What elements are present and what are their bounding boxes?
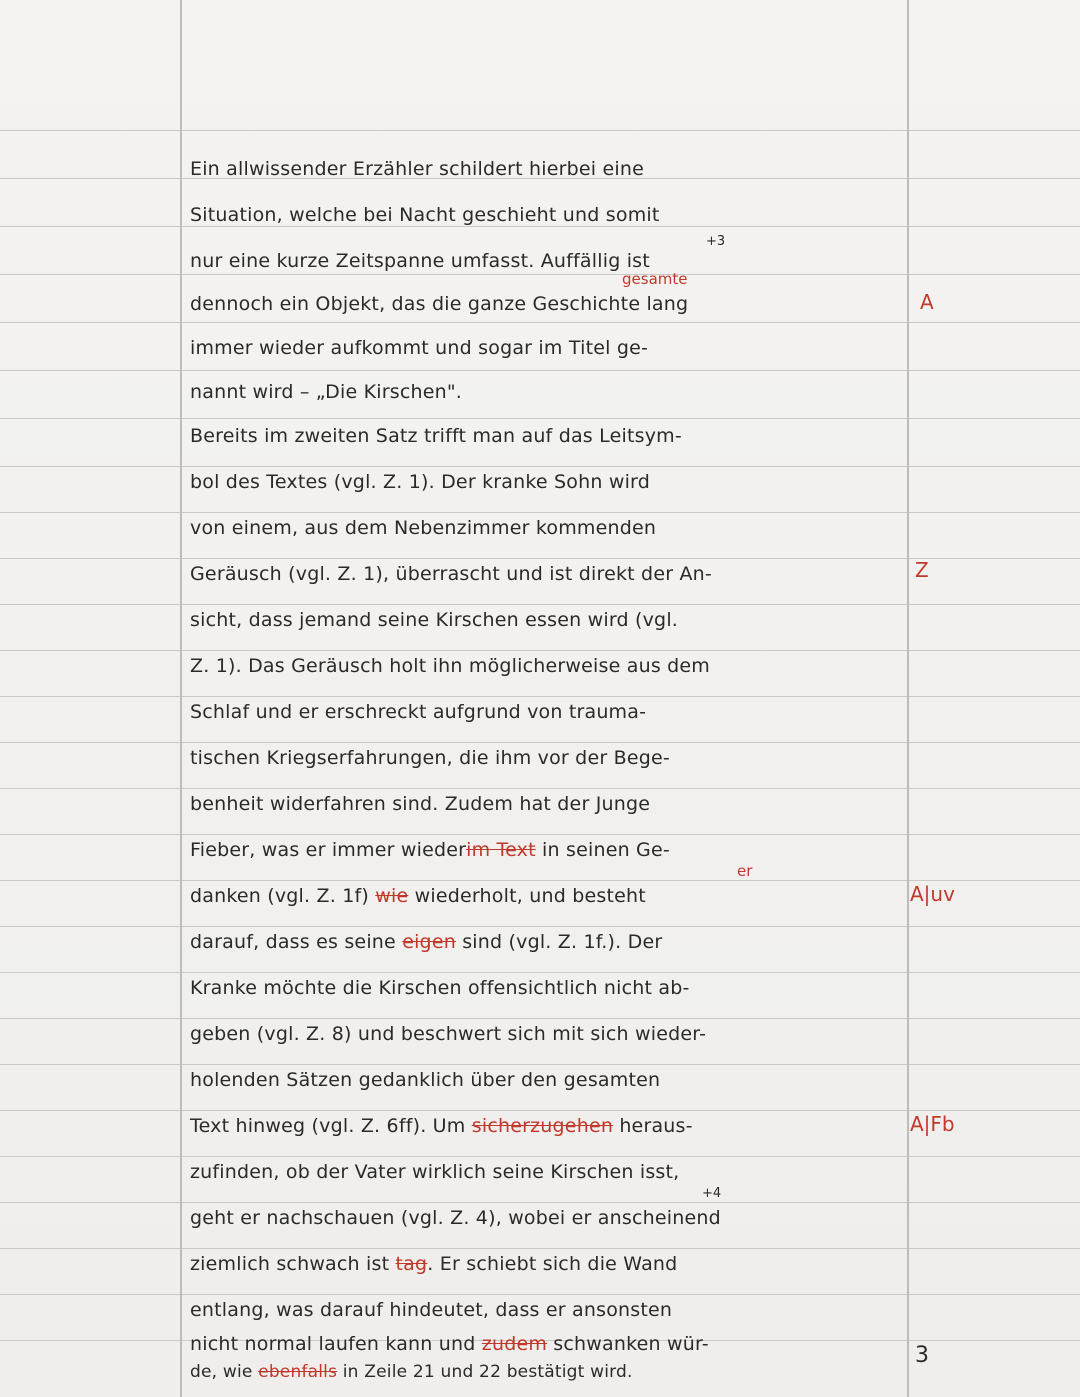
text-line	[190, 1115, 905, 1137]
correction-er: er	[737, 862, 753, 880]
text-line	[190, 1253, 905, 1275]
text-fragment: ziemlich schwach ist	[190, 1253, 390, 1275]
text-line: dennoch ein Objekt, das die ganze Geschichte lang	[190, 293, 689, 315]
margin-note: A	[920, 290, 934, 314]
text-line: bol des Textes (vgl. Z. 1). Der kranke Sohn wird	[190, 471, 650, 493]
text-fragment: . Er schiebt sich die Wand	[427, 1253, 678, 1275]
text-fragment: Text hinweg (vgl. Z. 6ff). Um	[190, 1115, 466, 1137]
text-line: Z. 1). Das Geräusch holt ihn möglicherweise aus dem	[190, 655, 711, 677]
text-fragment: heraus-	[613, 1115, 693, 1137]
text-line: tischen Kriegserfahrungen, die ihm vor der Bege-	[190, 747, 670, 769]
text-fragment: Fieber, was er immer wieder	[190, 839, 467, 861]
crossed-out-text: im Text	[466, 839, 536, 861]
page-number: 3	[915, 1343, 929, 1368]
text-line: Geräusch (vgl. Z. 1), überrascht und ist direkt der An-	[190, 563, 712, 585]
text-line	[190, 1333, 910, 1355]
crossed-out-text: sicherzugehen	[471, 1115, 614, 1137]
crossed-out-text: tag	[395, 1253, 428, 1275]
text-fragment: in seinen Ge-	[535, 839, 670, 861]
text-fragment: danken (vgl. Z. 1f)	[190, 885, 370, 907]
text-line	[190, 885, 905, 907]
text-line: Kranke möchte die Kirschen offensichtlich nicht ab-	[190, 977, 690, 999]
correction-mark: +3	[706, 234, 726, 249]
text-fragment: nicht normal laufen kann und	[190, 1333, 476, 1355]
text-line: Schlaf und er erschreckt aufgrund von trauma-	[190, 701, 647, 723]
margin-note: Z	[915, 558, 929, 582]
text-fragment: de, wie	[190, 1362, 253, 1382]
correction-gesamte: gesamte	[622, 270, 688, 288]
text-line: immer wieder aufkommt und sogar im Titel ge-	[190, 337, 649, 359]
crossed-out-text: ebenfalls	[258, 1362, 338, 1382]
text-line: Ein allwissender Erzähler schildert hierbei eine	[190, 158, 644, 180]
text-line	[190, 839, 905, 861]
text-line: entlang, was darauf hindeutet, dass er ansonsten	[190, 1299, 673, 1321]
text-fragment: in Zeile 21 und 22 bestätigt wird.	[337, 1362, 633, 1382]
text-line: Situation, welche bei Nacht geschieht und somit	[190, 204, 660, 226]
text-fragment: darauf, dass es seine	[190, 931, 396, 953]
text-fragment: schwanken wür-	[547, 1333, 709, 1355]
text-line: geben (vgl. Z. 8) und beschwert sich mit sich wieder-	[190, 1023, 707, 1045]
margin-note: A|uv	[910, 882, 955, 906]
text-line: von einem, aus dem Nebenzimmer kommenden	[190, 517, 657, 539]
text-fragment: wiederholt, und besteht	[408, 885, 646, 907]
text-line: geht er nachschauen (vgl. Z. 4), wobei er anscheinend	[190, 1207, 721, 1229]
text-line: zufinden, ob der Vater wirklich seine Kirschen isst,	[190, 1161, 680, 1183]
crossed-out-text: zudem	[481, 1333, 548, 1355]
text-line	[190, 1362, 910, 1382]
text-line	[190, 931, 905, 953]
text-line: sicht, dass jemand seine Kirschen essen wird (vgl.	[190, 609, 679, 631]
text-line: Bereits im zweiten Satz trifft man auf das Leitsym-	[190, 425, 682, 447]
margin-note: A|Fb	[910, 1112, 955, 1136]
crossed-out-text: eigen	[402, 931, 456, 953]
text-line: nur eine kurze Zeitspanne umfasst. Auffällig ist	[190, 250, 650, 272]
text-fragment: sind (vgl. Z. 1f.). Der	[455, 931, 663, 953]
correction-mark: +4	[702, 1186, 722, 1201]
text-line: holenden Sätzen gedanklich über den gesamten	[190, 1069, 661, 1091]
text-line: nannt wird – „Die Kirschen".	[190, 381, 463, 403]
crossed-out-text: wie	[375, 885, 409, 907]
text-line: benheit widerfahren sind. Zudem hat der Junge	[190, 793, 651, 815]
